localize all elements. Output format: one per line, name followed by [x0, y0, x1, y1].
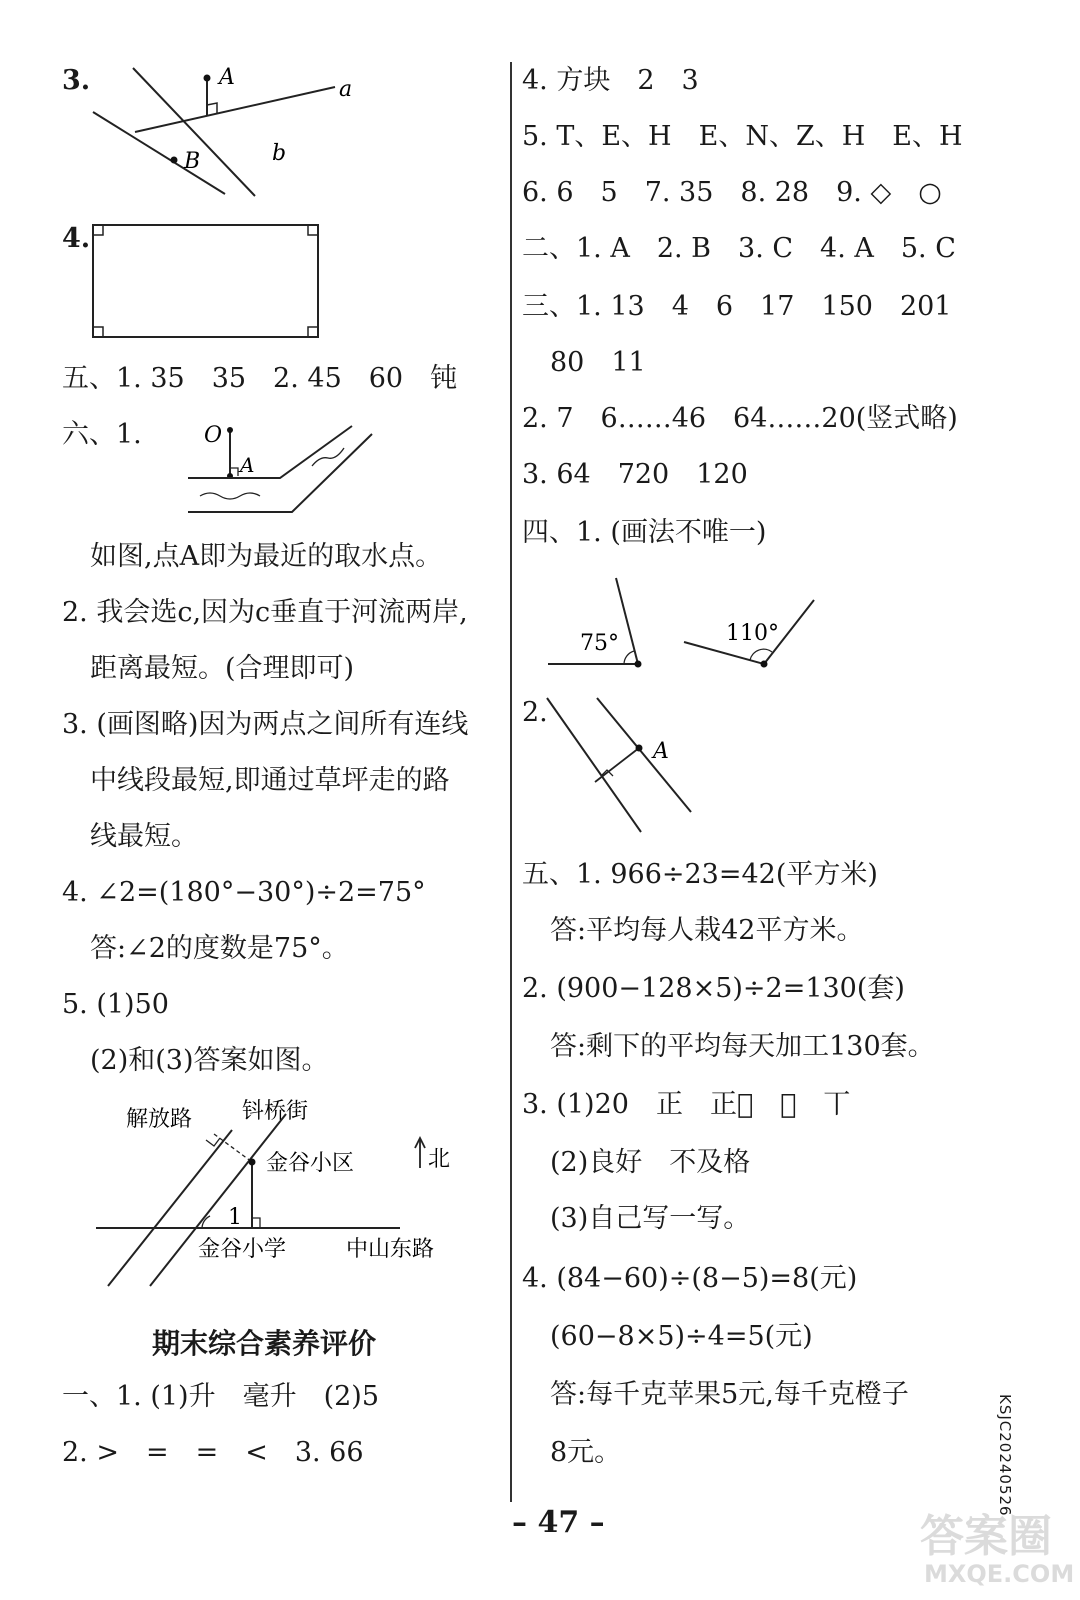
r3-1-line2: 80 11 — [550, 347, 646, 378]
label-jingu-school: 金谷小学 — [198, 1237, 287, 1262]
page-number: – 47 – — [512, 1505, 605, 1540]
river-figure — [180, 414, 380, 524]
street-map-figure — [90, 1090, 470, 1300]
q3-line-a: a — [339, 77, 353, 102]
s6-2-line2: 距离最短。(合理即可) — [90, 653, 355, 684]
r5-1-line1: 五、1. 966÷23=42(平方米) — [522, 859, 878, 890]
watermark-top: 答案圈 — [920, 1511, 1052, 1562]
r5-4-line1: 4. (84−60)÷(8−5)=8(元) — [522, 1263, 858, 1294]
q3-label: 3. — [62, 65, 91, 96]
s6-3-line2: 中线段最短,即通过草坪走的路 — [90, 765, 450, 796]
q4-label: 4. — [62, 223, 91, 254]
label-jiefang-road: 解放路 — [126, 1107, 193, 1132]
column-divider — [510, 62, 512, 1502]
r5-4-line3: 答:每千克苹果5元,每千克橙子 — [550, 1379, 909, 1410]
r5-4-line4: 8元。 — [550, 1437, 622, 1468]
q3-perpendicular-figure — [85, 60, 375, 205]
r5-4-line2: (60−8×5)÷4=5(元) — [550, 1321, 813, 1352]
final-2: 2. > = = < 3. 66 — [62, 1437, 364, 1468]
label-zhongshan-road: 中山东路 — [346, 1237, 435, 1262]
r5: 5. T、E、H E、N、Z、H E、H — [522, 121, 963, 152]
final-section-title: 期末综合素养评价 — [152, 1327, 377, 1360]
river-point-o: O — [204, 423, 223, 448]
r3-1-line1: 三、1. 13 4 6 17 150 201 — [522, 291, 952, 322]
r5-1-line2: 答:平均每人栽42平方米。 — [550, 915, 864, 946]
angle-1-label: 1 — [228, 1205, 242, 1230]
angle-drawings-figure — [540, 570, 830, 680]
r5-3-line1: 3. (1)20 正 正𠀆 𠀆 丅 — [522, 1089, 851, 1120]
r5-2-line1: 2. (900−128×5)÷2=130(套) — [522, 973, 905, 1004]
watermark-logo — [920, 1500, 1075, 1590]
parallel-point-a: A — [653, 739, 669, 764]
label-jingu-community: 金谷小区 — [266, 1151, 355, 1176]
r4-2-label: 2. — [522, 697, 548, 728]
final-1: 一、1. (1)升 毫升 (2)5 — [62, 1381, 380, 1412]
s6-4-line2: 答:∠2的度数是75°。 — [90, 933, 349, 964]
side-code: KSJC20240526 — [996, 1394, 1014, 1517]
s6-1-label: 六、1. — [62, 419, 142, 450]
q3-point-a: A — [219, 65, 235, 90]
q4-rectangle-figure — [86, 222, 326, 342]
r4-1: 四、1. (画法不唯一) — [522, 517, 767, 548]
r5-3-line3: (3)自己写一写。 — [550, 1203, 751, 1234]
s6-3-line3: 线最短。 — [90, 821, 198, 852]
s6-5-line2: (2)和(3)答案如图。 — [90, 1045, 329, 1076]
s6-1-answer: 如图,点A即为最近的取水点。 — [90, 541, 443, 572]
river-point-a: A — [240, 453, 255, 477]
watermark-bottom: MXQE.COM — [924, 1560, 1075, 1588]
s6-3-line1: 3. (画图略)因为两点之间所有连线 — [62, 709, 469, 740]
label-xieqiao-street: 钭桥街 — [242, 1099, 309, 1124]
s5-1: 五、1. 35 35 2. 45 60 钝 — [62, 363, 458, 394]
s6-2-line1: 2. 我会选c,因为c垂直于河流两岸, — [62, 597, 468, 628]
angle-110-label: 110° — [726, 621, 779, 646]
r5-3-line2: (2)良好 不及格 — [550, 1147, 751, 1178]
s6-5-line1: 5. (1)50 — [62, 989, 169, 1020]
angle-75-label: 75° — [580, 631, 619, 656]
q3-point-b: B — [184, 149, 201, 174]
r5-2-line2: 答:剩下的平均每天加工130套。 — [550, 1031, 935, 1062]
r2-1: 二、1. A 2. B 3. C 4. A 5. C — [522, 233, 956, 264]
r4: 4. 方块 2 3 — [522, 65, 699, 96]
north-arrow-label: 北 — [428, 1147, 451, 1172]
r6: 6. 6 5 7. 35 8. 28 9. ◇ ○ — [522, 177, 942, 208]
q3-line-b: b — [272, 141, 287, 166]
parallel-lines-figure — [545, 690, 725, 840]
r3-2: 2. 7 6……46 64……20(竖式略) — [522, 403, 958, 434]
r3-3: 3. 64 720 120 — [522, 459, 748, 490]
s6-4-line1: 4. ∠2=(180°−30°)÷2=75° — [62, 877, 426, 908]
